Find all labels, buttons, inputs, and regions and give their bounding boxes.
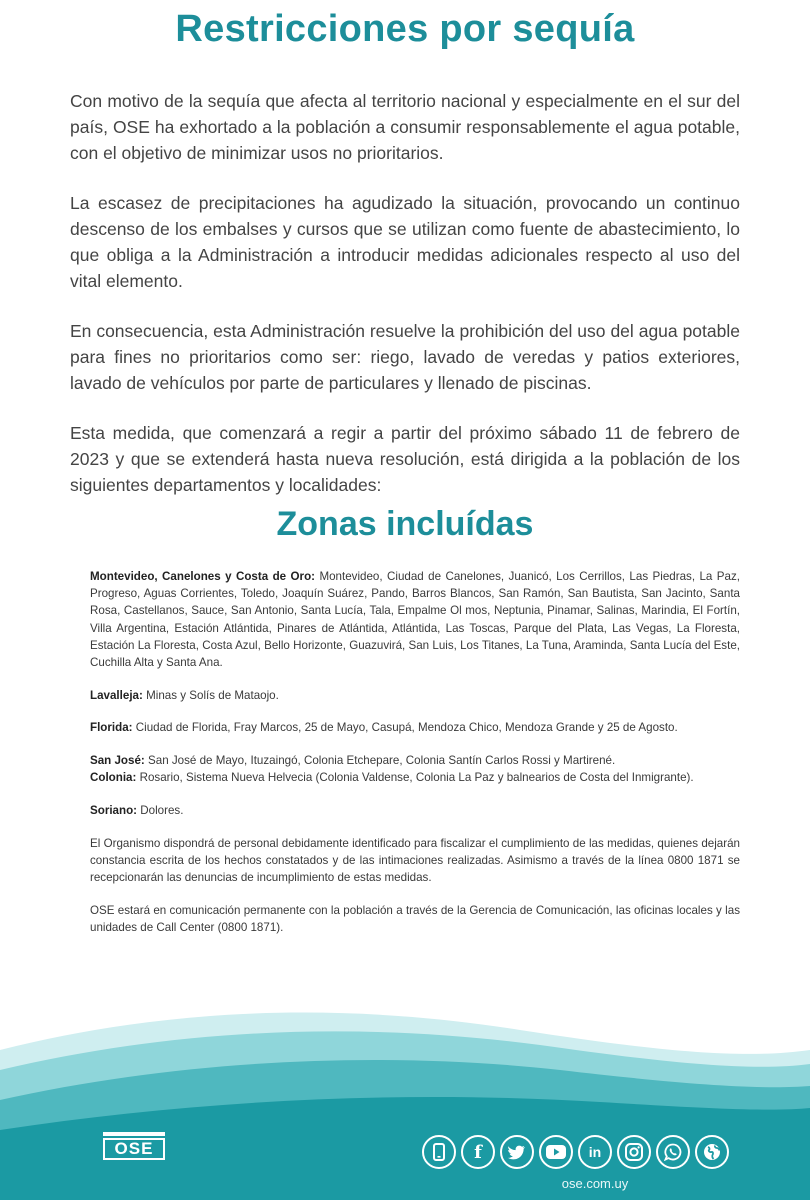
linkedin-glyph: in (588, 1144, 602, 1160)
intro-paragraph: Esta medida, que comenzará a regir a partir del próximo sábado 11 de febrero de 2023 y que se extenderá hasta nueva resolución, está dirigida a la población de los siguientes departamentos y localidades: (70, 423, 740, 495)
zone-name: Soriano: (90, 804, 138, 818)
instagram-icon[interactable] (617, 1135, 651, 1169)
zone-places: Dolores. (140, 804, 184, 818)
facebook-icon[interactable] (461, 1135, 495, 1169)
zones-heading: Zonas incluídas (276, 505, 534, 543)
phone-icon[interactable] (422, 1135, 456, 1169)
logo-bar (103, 1132, 165, 1136)
linkedin-icon[interactable] (578, 1135, 612, 1169)
facebook-glyph: f (474, 1141, 482, 1163)
zone-name: San José: (90, 754, 145, 768)
zone-places: Montevideo, Ciudad de Canelones, Juanicó, Los Cerrillos, Las Piedras, La Paz, Progreso, Aguas Corrientes, Toledo, Joaquín Suárez, Pando, Barros Blancos, San Ramón, San Bautista, San Jacinto, Santa Rosa, Castellanos, Sauce, San Antonio, Santa Lucía, Tala, Empalme Ol mos, Neptunia, Pinamar, Salinas, Marindia, El Fortín, Villa Argentina, Estación Atlántida, Pinares de Atlántida, Atlántida, Las Toscas, Parque del Plata, Las Vegas, La Floresta, Estación La Floresta, Costa Azul, Bello Horizonte, Guazuvirá, San Luis, Los Titanes, La Tuna, Araminda, Santa Lucía del Este, Cuchilla Alta y Santa Ana. (90, 570, 740, 670)
whatsapp-icon[interactable] (656, 1135, 690, 1169)
zone-entry (90, 802, 740, 819)
zones-list (90, 568, 740, 952)
page-title: Restricciones por sequía (175, 8, 635, 50)
intro-paragraph: Con motivo de la sequía que afecta al territorio nacional y especialmente en el sur del país, OSE ha exhortado a la población a consumir responsablemente el agua potable, con el objetivo de minimizar usos no prioritarios. (70, 91, 740, 163)
social-icons (422, 1135, 729, 1169)
intro-paragraph: En consecuencia, esta Administración resuelve la prohibición del uso del agua potable para fines no prioritarios como ser: riego, lavado de veredas y patios exteriores, lavado de vehículos por parte de particulares y llenado de piscinas. (70, 321, 740, 393)
zone-entry (90, 687, 740, 704)
zone-name: Lavalleja: (90, 688, 143, 702)
zone-places: Rosario, Sistema Nueva Helvecia (Colonia Valdense, Colonia La Paz y balnearios de Costa del Inmigrante). (139, 771, 694, 785)
zone-places: San José de Mayo, Ituzaingó, Colonia Etchepare, Colonia Santín Carlos Rossi y Martirené. (148, 754, 616, 768)
zone-name: Colonia: (90, 771, 137, 785)
website-link[interactable]: ose.com.uy (561, 1176, 629, 1191)
zone-name: Florida: (90, 721, 133, 735)
zone-entry (90, 769, 740, 786)
logo-text: OSE (103, 1138, 165, 1160)
twitter-icon[interactable] (500, 1135, 534, 1169)
zone-places: Minas y Solís de Mataojo. (146, 688, 279, 702)
ose-logo (103, 1132, 165, 1162)
zone-entry (90, 719, 740, 736)
zone-name: Montevideo, Canelones y Costa de Oro: (90, 570, 316, 583)
closing-paragraph: El Organismo dispondrá de personal debidamente identificado para fiscalizar el cumplimiento de las medidas, quienes dejarán constancia escrita de los hechos constatados y de las intimaciones realizadas. Asimismo a través de la línea 0800 1871 se recepcionarán las denuncias de incumplimiento de estas medidas. (90, 836, 740, 885)
zone-entry (90, 568, 740, 671)
intro-paragraph: La escasez de precipitaciones ha agudizado la situación, provocando un continuo descenso de los embalses y cursos que se utilizan como fuente de abastecimiento, lo que obliga a la Administración a introducir medidas adicionales respecto al uso del vital elemento. (70, 193, 740, 291)
intro-text (70, 88, 740, 522)
closing-paragraph: OSE estará en comunicación permanente con la población a través de la Gerencia de Comunicación, las oficinas locales y las unidades de Call Center (0800 1871). (90, 903, 740, 935)
globe-icon[interactable] (695, 1135, 729, 1169)
zone-places: Ciudad de Florida, Fray Marcos, 25 de Mayo, Casupá, Mendoza Chico, Mendoza Grande y 25 de Agosto. (135, 721, 678, 735)
zone-entry (90, 752, 740, 769)
youtube-icon[interactable] (539, 1135, 573, 1169)
